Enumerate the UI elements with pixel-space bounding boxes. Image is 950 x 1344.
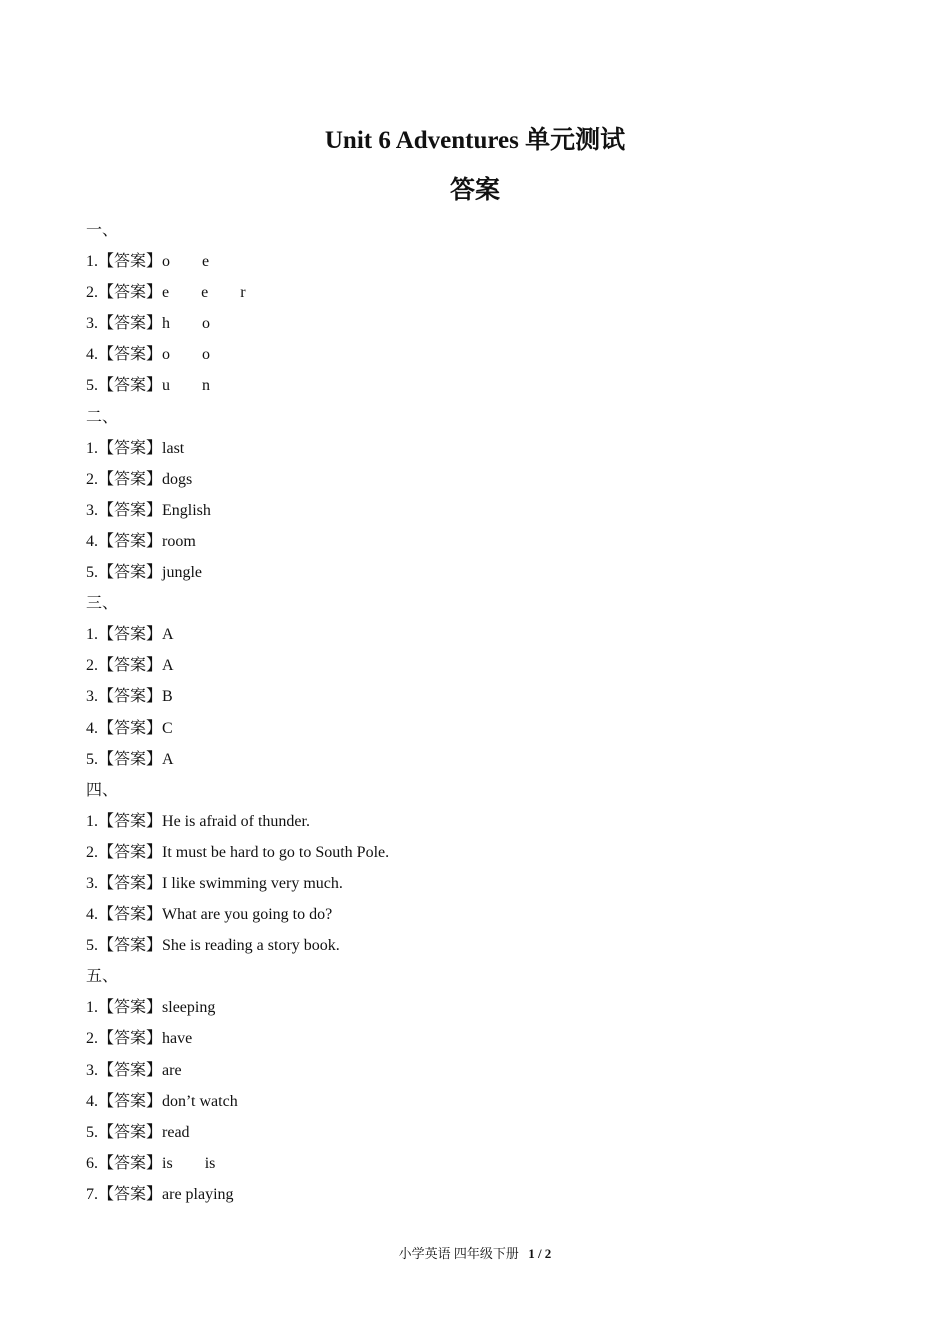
answer-text: is: [204, 1154, 216, 1172]
document-title: Unit 6 Adventures 单元测试: [324, 127, 626, 154]
answer-tag: 【答案】: [98, 439, 163, 457]
page-number: 1 / 2: [528, 1246, 552, 1261]
answer-item: [86, 433, 886, 464]
answer-tag: 【答案】: [98, 564, 163, 582]
answer-item: [86, 1023, 886, 1054]
answer-tag: 【答案】: [98, 906, 163, 924]
answer-item: [86, 464, 886, 495]
answer-text: have: [162, 1030, 193, 1048]
answer-item: [86, 744, 886, 775]
section-heading: 三、: [86, 595, 119, 613]
answer-text: jungle: [162, 564, 203, 582]
answer-tag: 【答案】: [98, 750, 163, 768]
answer-item: [86, 1117, 886, 1148]
answer-tag: 【答案】: [98, 843, 163, 861]
item-number: 3.: [86, 874, 98, 892]
item-number: 5.: [86, 1123, 98, 1141]
answer-text: e: [201, 284, 209, 302]
item-number: 2.: [86, 843, 98, 861]
answer-text: o: [202, 315, 211, 333]
item-number: 4.: [86, 346, 98, 364]
item-number: 1.: [86, 439, 98, 457]
answer-text: don’t watch: [162, 1092, 238, 1110]
answer-item: [86, 1086, 886, 1117]
answer-text: h: [162, 315, 171, 333]
answer-tag: 【答案】: [98, 1185, 163, 1203]
answer-item: [86, 1055, 886, 1086]
answer-text: B: [162, 688, 173, 706]
item-number: 3.: [86, 688, 98, 706]
item-number: 1.: [86, 253, 98, 271]
item-number: 5.: [86, 750, 98, 768]
answer-tag: 【答案】: [98, 1123, 163, 1141]
item-number: 5.: [86, 564, 98, 582]
answer-text: A: [162, 657, 174, 675]
item-number: 3.: [86, 501, 98, 519]
answer-text: sleeping: [162, 999, 216, 1017]
answer-text: n: [202, 377, 211, 395]
answer-tag: 【答案】: [98, 315, 163, 333]
answer-text: last: [162, 439, 185, 457]
answer-tag: 【答案】: [98, 999, 163, 1017]
answer-text: A: [162, 626, 174, 644]
answer-text: C: [162, 719, 173, 737]
answer-text: o: [162, 346, 171, 364]
item-number: 2.: [86, 1030, 98, 1048]
answer-item: [86, 992, 886, 1023]
item-number: 3.: [86, 315, 98, 333]
item-number: 4.: [86, 1092, 98, 1110]
section-heading: 四、: [86, 781, 119, 799]
answer-tag: 【答案】: [98, 1092, 163, 1110]
answer-list: [86, 215, 886, 1210]
answer-item: [86, 339, 886, 370]
page-footer: [0, 1244, 950, 1264]
item-number: 4.: [86, 532, 98, 550]
answer-text: read: [162, 1123, 190, 1141]
section-heading: 二、: [86, 408, 119, 426]
answer-item: [86, 526, 886, 557]
answer-tag: 【答案】: [98, 346, 163, 364]
answer-item: [86, 557, 886, 588]
answer-text: room: [162, 532, 196, 550]
footer-label: 小学英语 四年级下册: [398, 1246, 519, 1261]
answer-item: [86, 308, 886, 339]
answer-item: [86, 246, 886, 277]
item-number: 6.: [86, 1154, 98, 1172]
document-subtitle: 答案: [449, 177, 500, 204]
answer-text: is: [162, 1154, 173, 1172]
item-number: 1.: [86, 626, 98, 644]
answer-text: A: [162, 750, 174, 768]
answer-text: o: [202, 346, 211, 364]
answer-text: are playing: [162, 1185, 234, 1203]
answer-tag: 【答案】: [98, 626, 163, 644]
answer-tag: 【答案】: [98, 719, 163, 737]
answer-item: [86, 837, 886, 868]
item-number: 7.: [86, 1185, 98, 1203]
answer-tag: 【答案】: [98, 1154, 163, 1172]
answer-text: o: [162, 253, 171, 271]
answer-tag: 【答案】: [98, 501, 163, 519]
answer-text: e: [202, 253, 210, 271]
item-number: 3.: [86, 1061, 98, 1079]
answer-tag: 【答案】: [98, 532, 163, 550]
answer-tag: 【答案】: [98, 284, 163, 302]
item-number: 2.: [86, 284, 98, 302]
answer-tag: 【答案】: [98, 812, 163, 830]
item-number: 4.: [86, 906, 98, 924]
answer-text: It must be hard to go to South Pole.: [162, 843, 390, 861]
answer-tag: 【答案】: [98, 1030, 163, 1048]
answer-item: [86, 650, 886, 681]
answer-item: [86, 495, 886, 526]
section-heading: 五、: [86, 968, 119, 986]
answer-tag: 【答案】: [98, 937, 163, 955]
answer-text: u: [162, 377, 171, 395]
answer-item: [86, 1148, 886, 1179]
item-number: 1.: [86, 812, 98, 830]
answer-text: are: [162, 1061, 182, 1079]
item-number: 5.: [86, 377, 98, 395]
answer-item: [86, 277, 886, 308]
answer-tag: 【答案】: [98, 377, 163, 395]
answer-text: r: [240, 284, 246, 302]
answer-item: [86, 930, 886, 961]
section-heading: 一、: [86, 222, 119, 239]
answer-item: [86, 806, 886, 837]
answer-tag: 【答案】: [98, 657, 163, 675]
answer-text: She is reading a story book.: [162, 937, 340, 955]
answer-item: [86, 370, 886, 401]
answer-tag: 【答案】: [98, 470, 163, 488]
item-number: 5.: [86, 937, 98, 955]
answer-text: I like swimming very much.: [162, 874, 343, 892]
answer-item: [86, 899, 886, 930]
answer-item: [86, 619, 886, 650]
answer-tag: 【答案】: [98, 874, 163, 892]
answer-text: What are you going to do?: [162, 906, 333, 924]
answer-item: [86, 713, 886, 744]
item-number: 2.: [86, 657, 98, 675]
answer-item: [86, 1179, 886, 1210]
answer-text: He is afraid of thunder.: [162, 812, 310, 830]
answer-tag: 【答案】: [98, 688, 163, 706]
answer-tag: 【答案】: [98, 253, 163, 271]
answer-tag: 【答案】: [98, 1061, 163, 1079]
item-number: 4.: [86, 719, 98, 737]
answer-text: English: [162, 501, 211, 519]
answer-item: [86, 681, 886, 712]
item-number: 2.: [86, 470, 98, 488]
answer-item: [86, 868, 886, 899]
answer-text: dogs: [162, 470, 193, 488]
answer-text: e: [162, 284, 170, 302]
item-number: 1.: [86, 999, 98, 1017]
